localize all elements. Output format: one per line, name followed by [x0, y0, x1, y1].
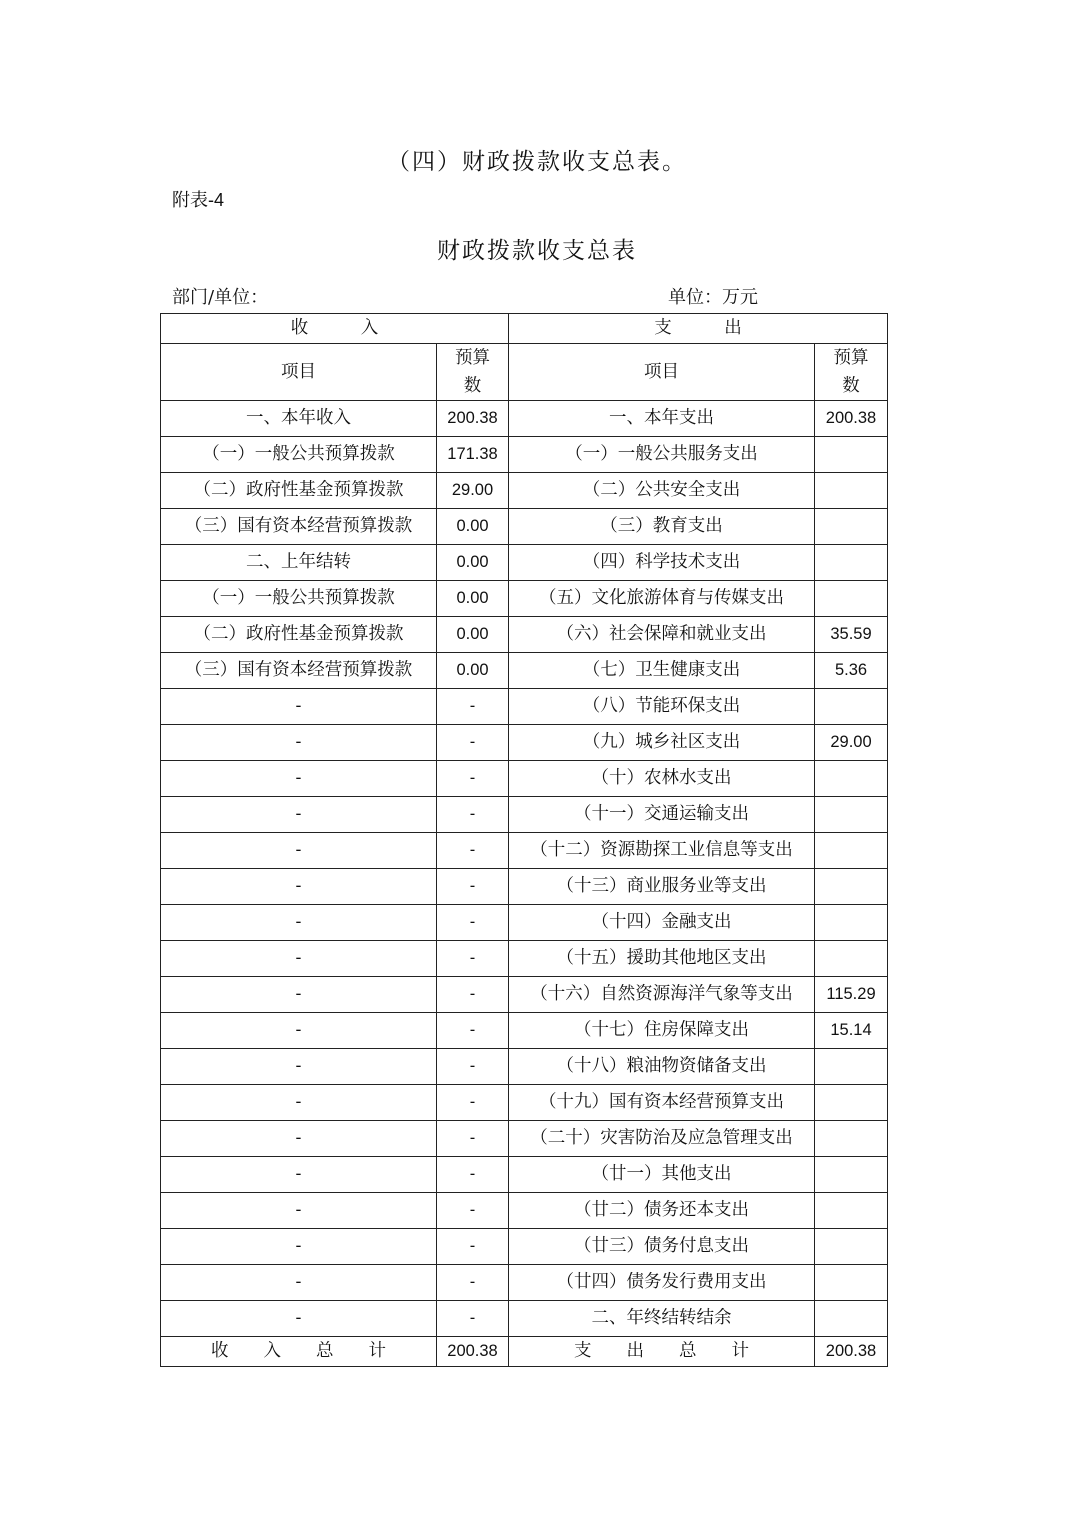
expense-value-cell	[815, 905, 888, 941]
expense-value-cell: 5.36	[815, 653, 888, 689]
income-item-cell: -	[161, 689, 437, 725]
income-value-cell: -	[437, 1157, 509, 1193]
table-row	[161, 581, 888, 617]
expense-value-cell	[815, 1049, 888, 1085]
table-row	[161, 905, 888, 941]
income-item-cell: -	[161, 905, 437, 941]
expense-value-cell	[815, 1157, 888, 1193]
expense-item-cell: （四）科学技术支出	[509, 545, 815, 581]
income-value-cell: -	[437, 1013, 509, 1049]
expense-item-cell: （二十）灾害防治及应急管理支出	[509, 1121, 815, 1157]
expense-item-cell: （十三）商业服务业等支出	[509, 869, 815, 905]
income-value-cell: 0.00	[437, 545, 509, 581]
expense-item-cell: （五）文化旅游体育与传媒支出	[509, 581, 815, 617]
expense-item-cell: （十四）金融支出	[509, 905, 815, 941]
income-value-cell: 0.00	[437, 653, 509, 689]
expense-value-cell	[815, 1265, 888, 1301]
section-header-row	[161, 314, 888, 344]
income-value-cell: 29.00	[437, 473, 509, 509]
unit-label: 单位：万元	[668, 287, 758, 308]
expense-value-cell	[815, 581, 888, 617]
income-item-cell: -	[161, 797, 437, 833]
expense-item-cell: （十）农林水支出	[509, 761, 815, 797]
table-row	[161, 725, 888, 761]
income-value-cell: -	[437, 869, 509, 905]
expense-value-cell: 200.38	[815, 401, 888, 437]
income-item-cell: -	[161, 833, 437, 869]
budget-summary-table	[160, 313, 888, 1367]
income-value-cell: -	[437, 941, 509, 977]
table-row	[161, 401, 888, 437]
expense-total-value: 200.38	[815, 1337, 888, 1367]
income-value-cell: 200.38	[437, 401, 509, 437]
expense-item-cell: （廿三）债务付息支出	[509, 1229, 815, 1265]
total-row	[161, 1337, 888, 1367]
expense-value-cell	[815, 1301, 888, 1337]
expense-value-cell: 115.29	[815, 977, 888, 1013]
expense-value-cell: 35.59	[815, 617, 888, 653]
column-header-row	[161, 344, 888, 401]
income-value-cell: -	[437, 761, 509, 797]
expense-value-cell	[815, 1085, 888, 1121]
income-item-cell: -	[161, 1265, 437, 1301]
expense-item-cell: （十七）住房保障支出	[509, 1013, 815, 1049]
expense-item-cell: （廿一）其他支出	[509, 1157, 815, 1193]
table-row	[161, 437, 888, 473]
expense-item-header: 项目	[509, 344, 815, 401]
income-value-cell: -	[437, 1229, 509, 1265]
income-item-cell: -	[161, 1085, 437, 1121]
expense-value-cell	[815, 1193, 888, 1229]
expense-item-cell: （八）节能环保支出	[509, 689, 815, 725]
income-value-cell: -	[437, 1265, 509, 1301]
income-value-cell: -	[437, 905, 509, 941]
expense-item-cell: （九）城乡社区支出	[509, 725, 815, 761]
table-row	[161, 833, 888, 869]
table-title: 财政拨款收支总表	[437, 238, 637, 264]
income-value-cell: -	[437, 833, 509, 869]
expense-value-cell	[815, 761, 888, 797]
expense-value-cell: 15.14	[815, 1013, 888, 1049]
income-item-cell: （二）政府性基金预算拨款	[161, 617, 437, 653]
table-row	[161, 1121, 888, 1157]
table-row	[161, 1193, 888, 1229]
income-item-cell: -	[161, 1193, 437, 1229]
table-row	[161, 1301, 888, 1337]
table-row	[161, 1013, 888, 1049]
department-label: 部门/单位：	[172, 287, 269, 308]
income-item-cell: -	[161, 1301, 437, 1337]
expense-item-cell: （十五）援助其他地区支出	[509, 941, 815, 977]
income-item-cell: 二、上年结转	[161, 545, 437, 581]
income-item-cell: -	[161, 1157, 437, 1193]
income-value-cell: -	[437, 1301, 509, 1337]
income-item-cell: -	[161, 941, 437, 977]
expense-item-cell: （二）公共安全支出	[509, 473, 815, 509]
table-row	[161, 473, 888, 509]
expense-item-cell: 二、年终结转结余	[509, 1301, 815, 1337]
income-value-cell: -	[437, 977, 509, 1013]
expense-total-label: 支 出 总 计	[509, 1337, 815, 1367]
income-value-cell: -	[437, 797, 509, 833]
income-item-cell: -	[161, 1121, 437, 1157]
income-value-cell: 0.00	[437, 581, 509, 617]
expense-value-cell	[815, 509, 888, 545]
income-item-cell: -	[161, 1013, 437, 1049]
table-row	[161, 761, 888, 797]
expense-section-header: 支 出	[509, 314, 888, 344]
income-item-cell: -	[161, 761, 437, 797]
income-item-cell: （一）一般公共预算拨款	[161, 581, 437, 617]
income-item-cell: -	[161, 725, 437, 761]
expense-value-cell	[815, 1229, 888, 1265]
table-row	[161, 689, 888, 725]
table-row	[161, 653, 888, 689]
income-item-cell: （一）一般公共预算拨款	[161, 437, 437, 473]
expense-item-cell: （三）教育支出	[509, 509, 815, 545]
expense-budget-header: 预算数	[815, 344, 888, 401]
expense-value-cell	[815, 545, 888, 581]
table-body	[161, 401, 888, 1337]
expense-item-cell: （七）卫生健康支出	[509, 653, 815, 689]
expense-item-cell: 一、本年支出	[509, 401, 815, 437]
income-total-label: 收 入 总 计	[161, 1337, 437, 1367]
expense-value-cell	[815, 833, 888, 869]
table-row	[161, 617, 888, 653]
table-row	[161, 977, 888, 1013]
income-item-cell: -	[161, 869, 437, 905]
table-row	[161, 869, 888, 905]
table-row	[161, 941, 888, 977]
income-value-cell: 0.00	[437, 617, 509, 653]
income-budget-header: 预算数	[437, 344, 509, 401]
table-row	[161, 1265, 888, 1301]
expense-value-cell	[815, 797, 888, 833]
table-row	[161, 1049, 888, 1085]
expense-item-cell: （廿四）债务发行费用支出	[509, 1265, 815, 1301]
expense-item-cell: （一）一般公共服务支出	[509, 437, 815, 473]
expense-item-cell: （六）社会保障和就业支出	[509, 617, 815, 653]
expense-item-cell: （十八）粮油物资储备支出	[509, 1049, 815, 1085]
table-row	[161, 1085, 888, 1121]
income-item-cell: -	[161, 1229, 437, 1265]
income-total-value: 200.38	[437, 1337, 509, 1367]
table-row	[161, 1157, 888, 1193]
expense-item-cell: （十六）自然资源海洋气象等支出	[509, 977, 815, 1013]
section-heading: （四）财政拨款收支总表。	[387, 149, 687, 175]
income-value-cell: -	[437, 1049, 509, 1085]
income-value-cell: -	[437, 1085, 509, 1121]
income-item-cell: -	[161, 977, 437, 1013]
income-item-cell: （二）政府性基金预算拨款	[161, 473, 437, 509]
expense-value-cell	[815, 689, 888, 725]
income-value-cell: -	[437, 725, 509, 761]
income-value-cell: 0.00	[437, 509, 509, 545]
expense-item-cell: （廿二）债务还本支出	[509, 1193, 815, 1229]
table-row	[161, 1229, 888, 1265]
expense-value-cell	[815, 437, 888, 473]
table-row	[161, 545, 888, 581]
expense-item-cell: （十一）交通运输支出	[509, 797, 815, 833]
expense-value-cell	[815, 1121, 888, 1157]
income-item-cell: （三）国有资本经营预算拨款	[161, 653, 437, 689]
expense-value-cell	[815, 941, 888, 977]
expense-value-cell	[815, 473, 888, 509]
table-row	[161, 509, 888, 545]
income-value-cell: -	[437, 1121, 509, 1157]
income-value-cell: -	[437, 689, 509, 725]
table-row	[161, 797, 888, 833]
income-value-cell: -	[437, 1193, 509, 1229]
income-item-header: 项目	[161, 344, 437, 401]
income-item-cell: 一、本年收入	[161, 401, 437, 437]
expense-value-cell: 29.00	[815, 725, 888, 761]
expense-value-cell	[815, 869, 888, 905]
expense-item-cell: （十九）国有资本经营预算支出	[509, 1085, 815, 1121]
expense-item-cell: （十二）资源勘探工业信息等支出	[509, 833, 815, 869]
income-value-cell: 171.38	[437, 437, 509, 473]
income-item-cell: （三）国有资本经营预算拨款	[161, 509, 437, 545]
income-item-cell: -	[161, 1049, 437, 1085]
income-section-header: 收 入	[161, 314, 509, 344]
attachment-label: 附表-4	[172, 190, 225, 210]
